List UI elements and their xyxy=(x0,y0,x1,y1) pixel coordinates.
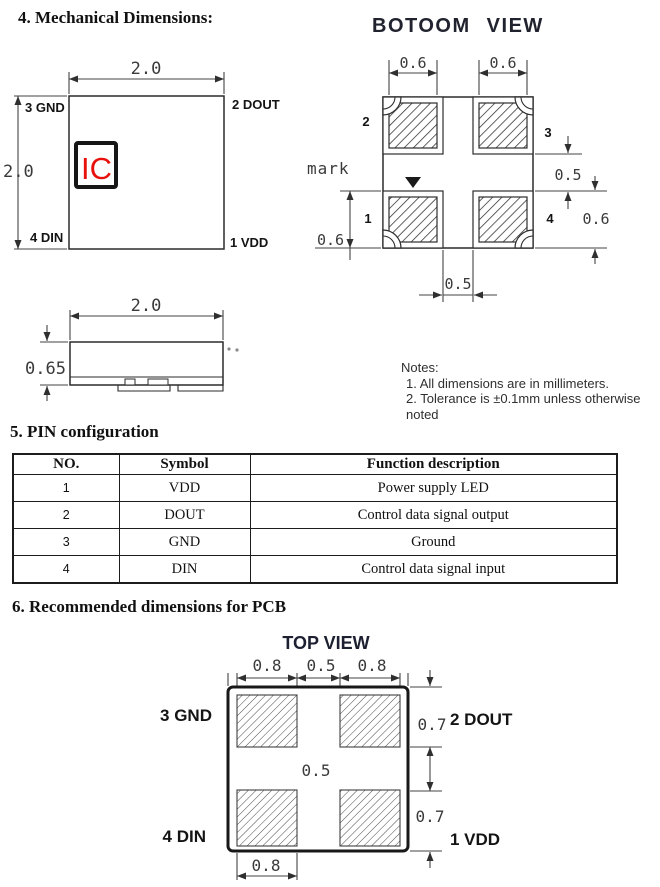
pcb-title: TOP VIEW xyxy=(282,633,370,653)
dim-pad-top-right: 0.6 xyxy=(489,54,517,72)
bottom-view-title: BOTOOM VIEW xyxy=(372,15,544,37)
note-line: 1. All dimensions are in millimeters. xyxy=(406,375,610,391)
dim-center-gap: 0.5 xyxy=(301,761,331,780)
table-row xyxy=(13,529,617,556)
bottom-view-diagram xyxy=(300,40,640,308)
dim-right-bottom: 0.7 xyxy=(415,807,445,826)
pad-number-1: 1 xyxy=(364,211,372,226)
pin-label-3-gnd: 3 GND xyxy=(160,706,212,725)
pin-label-1-vdd: 1 VDD xyxy=(450,830,501,849)
dim-pad-left: 0.6 xyxy=(317,231,345,249)
mark-label: mark xyxy=(307,159,350,178)
pcb-top-view-diagram xyxy=(140,626,540,887)
notes-block xyxy=(401,360,660,422)
dim-pad-top-left: 0.6 xyxy=(399,54,427,72)
cell-symbol: DOUT xyxy=(119,502,250,529)
dim-right-top: 0.7 xyxy=(417,715,447,734)
cell-no: 3 xyxy=(13,529,119,556)
cell-symbol: GND xyxy=(119,529,250,556)
cell-function: Control data signal output xyxy=(250,502,617,529)
cell-no: 2 xyxy=(13,502,119,529)
table-row xyxy=(13,475,617,502)
cell-function: Control data signal input xyxy=(250,556,617,584)
table-header-row xyxy=(13,454,617,475)
dim-gap-bottom: 0.5 xyxy=(444,275,472,293)
cell-no: 1 xyxy=(13,475,119,502)
col-header-symbol: Symbol xyxy=(119,454,250,475)
cell-function: Ground xyxy=(250,529,617,556)
table-row xyxy=(13,556,617,584)
cell-no: 4 xyxy=(13,556,119,584)
pin-label-2-dout: 2 DOUT xyxy=(232,97,280,112)
pin-label-3-gnd: 3 GND xyxy=(25,100,65,115)
pin-label-4-din: 4 DIN xyxy=(162,827,206,846)
dim-top-center: 0.5 xyxy=(306,656,336,675)
section6-heading: 6. Recommended dimensions for PCB xyxy=(12,597,287,616)
package-body xyxy=(70,342,223,385)
section5-heading: 5. PIN configuration xyxy=(10,422,159,441)
ic-label: IC xyxy=(81,151,112,186)
pad-number-3: 3 xyxy=(544,125,552,140)
cell-symbol: VDD xyxy=(119,475,250,502)
dim-bottom: 0.8 xyxy=(251,856,281,875)
pad-number-2: 2 xyxy=(362,114,370,129)
col-header-no: NO. xyxy=(13,454,119,475)
col-header-function: Function description xyxy=(250,454,617,475)
notes-title: Notes: xyxy=(401,360,439,375)
dim-label-height: 2.0 xyxy=(3,162,34,182)
pin-label-1-vdd: 1 VDD xyxy=(230,235,269,250)
cell-symbol: DIN xyxy=(119,556,250,584)
pin-configuration-table xyxy=(12,453,618,584)
dim-label-width: 2.0 xyxy=(130,59,162,79)
dim-top-left: 0.8 xyxy=(252,656,282,675)
cell-function: Power supply LED xyxy=(250,475,617,502)
section4-heading: 4. Mechanical Dimensions: xyxy=(18,8,214,27)
note-line: 2. Tolerance is ±0.1mm unless otherwise noted xyxy=(406,391,641,422)
dim-label-height: 0.65 xyxy=(25,359,66,379)
mech-top-view-diagram xyxy=(0,45,300,285)
pin-label-4-din: 4 DIN xyxy=(30,230,64,245)
dim-top-right: 0.8 xyxy=(357,656,387,675)
dim-pad-right: 0.6 xyxy=(582,210,610,228)
dim-gap-right: 0.5 xyxy=(554,166,582,184)
side-view-diagram xyxy=(0,285,280,405)
stray-dot xyxy=(235,348,238,351)
dim-label-width: 2.0 xyxy=(130,296,162,316)
table-row xyxy=(13,502,617,529)
stray-dot xyxy=(227,347,230,350)
pad-number-4: 4 xyxy=(546,211,554,226)
pin-label-2-dout: 2 DOUT xyxy=(450,710,513,729)
